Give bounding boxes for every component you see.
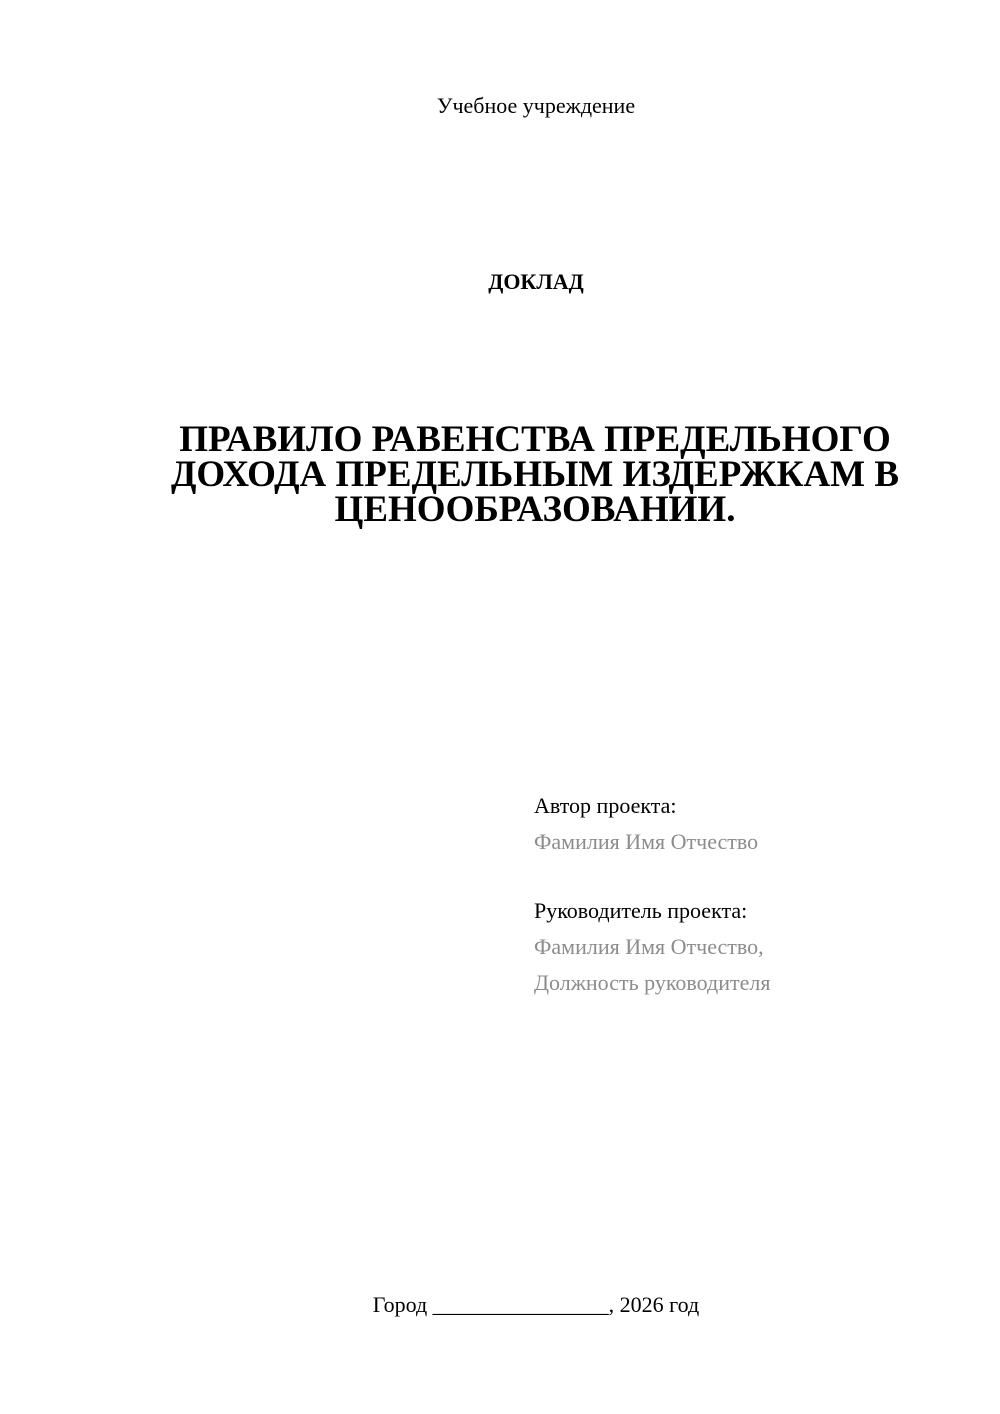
title-line: ДОХОДА ПРЕДЕЛЬНЫМ ИЗДЕРЖКАМ В bbox=[170, 454, 900, 495]
supervisor-label: Руководитель проекта: bbox=[534, 898, 748, 923]
document-title bbox=[120, 419, 950, 530]
city-year-line: Город ________________, 2026 год bbox=[372, 1292, 700, 1317]
supervisor-position-placeholder: Должность руководителя bbox=[534, 970, 771, 995]
title-line: ЦЕНООБРАЗОВАНИИ. bbox=[334, 489, 736, 530]
author-name-placeholder: Фамилия Имя Отчество bbox=[534, 829, 759, 854]
institution-name: Учебное учреждение bbox=[436, 93, 636, 118]
document-type-label: ДОКЛАД bbox=[488, 269, 584, 294]
title-line: ПРАВИЛО РАВЕНСТВА ПРЕДЕЛЬНОГО bbox=[179, 419, 891, 460]
supervisor-name-placeholder: Фамилия Имя Отчество, bbox=[534, 934, 764, 959]
author-label: Автор проекта: bbox=[534, 793, 677, 818]
author-block bbox=[534, 788, 974, 860]
supervisor-block bbox=[534, 893, 974, 1001]
